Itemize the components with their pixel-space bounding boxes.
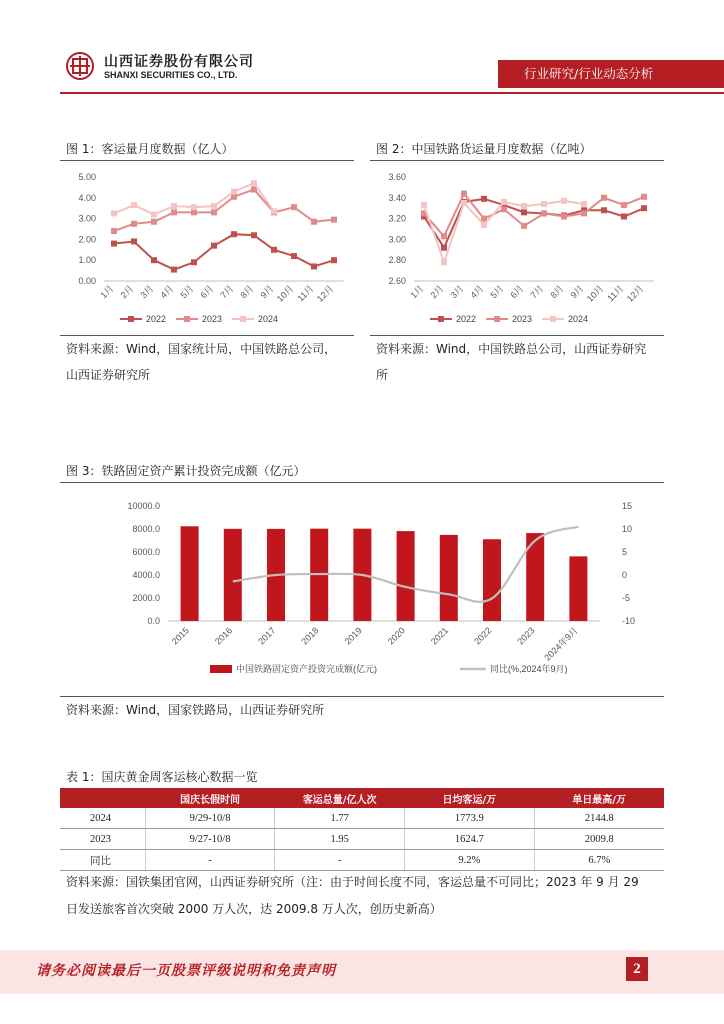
table1-title: 表 1：国庆黄金周客运核心数据一览 [66, 770, 258, 784]
fig3-combo-chart [60, 486, 664, 694]
fig1-data-point [251, 232, 257, 238]
fig3-bar [440, 535, 458, 621]
fig1-data-point [111, 241, 117, 247]
fig2-x-tick-label: 2月 [428, 283, 446, 301]
table1-note-line1: 资料来源：国铁集团官网，山西证券研究所（注：由于时间长度不同，客运总量不可同比；2023 年 9 月 29 [66, 875, 639, 889]
fig1-data-point [231, 231, 237, 237]
fig2-data-point [541, 210, 547, 216]
table-header-cell [60, 788, 145, 808]
fig1-legend-label: 2024 [258, 314, 279, 324]
fig1-data-point [231, 194, 237, 200]
fig2-data-point [461, 200, 467, 206]
fig1-x-tick-label: 8月 [238, 283, 256, 301]
fig3-bar [569, 556, 587, 621]
fig1-y-tick-label: 3.00 [78, 213, 96, 224]
fig2-y-tick-label: 2.80 [388, 255, 406, 266]
fig1-x-tick-label: 2月 [118, 283, 136, 301]
fig2-legend-marker [438, 316, 444, 322]
fig2-data-point [521, 203, 527, 209]
fig1-x-tick-label: 7月 [218, 283, 236, 301]
fig2-x-tick-label: 8月 [548, 283, 566, 301]
fig1-data-point [171, 209, 177, 215]
fig1-legend-label: 2022 [146, 314, 167, 324]
fig3-x-tick-label: 2017 [256, 625, 278, 647]
fig2-x-tick-label: 11月 [605, 283, 626, 304]
table1-note-line2: 日发送旅客首次突破 2000 万人次，达 2009.8 万人次，创历史新高） [66, 902, 442, 916]
fig2-data-point [481, 222, 487, 228]
fig1-x-tick-label: 1月 [98, 283, 116, 301]
fig1-legend-marker [184, 316, 190, 322]
fig2-x-tick-label: 9月 [568, 283, 586, 301]
fig1-data-point [231, 189, 237, 195]
fig3-y2-tick-label: -10 [622, 616, 636, 626]
fig1-data-point [151, 211, 157, 217]
table-cell: 9/27-10/8 [145, 829, 275, 850]
table-header-row [60, 788, 664, 808]
fig3-x-tick-label: 2019 [342, 625, 364, 647]
fig2-data-point [601, 207, 607, 213]
fig2-data-point [561, 214, 567, 220]
fig2-y-tick-label: 3.20 [388, 213, 406, 224]
fig3-top-rule [60, 482, 664, 483]
fig1-data-point [131, 221, 137, 227]
fig1-x-tick-label: 10月 [274, 283, 296, 304]
header-divider [60, 92, 724, 94]
fig2-data-point [581, 201, 587, 207]
fig2-x-tick-label: 12月 [624, 283, 646, 304]
table-cell: 1624.7 [404, 829, 534, 850]
table-cell: 6.7% [534, 850, 664, 871]
fig3-y2-tick-label: 10 [622, 524, 633, 534]
fig2-source-line2: 所 [376, 368, 389, 382]
table1 [60, 788, 664, 871]
fig1-x-tick-label: 11月 [295, 283, 316, 304]
fig1-data-point [111, 228, 117, 234]
fig3-x-tick-label: 2016 [212, 625, 235, 647]
fig3-y2-tick-label: 5 [622, 547, 628, 557]
fig1-data-point [211, 209, 217, 215]
fig1-data-point [331, 217, 337, 223]
fig2-data-point [481, 216, 487, 222]
fig2-data-point [501, 199, 507, 205]
fig1-y-tick-label: 0.00 [78, 276, 96, 286]
fig1-data-point [251, 180, 257, 186]
fig2-data-point [621, 202, 627, 208]
fig1-data-point [151, 257, 157, 263]
fig1-data-point [331, 257, 337, 263]
fig1-x-tick-label: 12月 [314, 283, 336, 304]
table-cell: 1.95 [275, 829, 405, 850]
fig1-data-point [191, 259, 197, 265]
fig2-data-point [581, 210, 587, 216]
fig2-legend-label: 2023 [512, 314, 533, 324]
fig3-y-tick-label: 2000.0 [132, 593, 160, 603]
table-cell: 1.77 [275, 808, 405, 829]
fig2-legend-label: 2024 [568, 314, 589, 324]
table-cell: 9/29-10/8 [145, 808, 275, 829]
company-logo-icon [66, 52, 94, 80]
fig1-data-point [271, 247, 277, 253]
table-cell: 1773.9 [404, 808, 534, 829]
fig2-data-point [621, 214, 627, 220]
page-header [0, 0, 724, 100]
fig1-line-chart [60, 163, 354, 333]
table-cell: - [275, 850, 405, 871]
fig1-y-tick-label: 1.00 [78, 255, 96, 266]
fig2-x-tick-label: 3月 [448, 283, 466, 301]
fig1-source-line2: 山西证券研究所 [66, 368, 151, 382]
fig1-legend-marker [128, 316, 134, 322]
fig2-y-tick-label: 3.00 [388, 234, 406, 245]
fig1-x-tick-label: 5月 [178, 283, 196, 301]
fig3-x-tick-label: 2022 [472, 625, 494, 647]
fig3-bar [397, 531, 415, 621]
fig2-data-point [481, 196, 487, 202]
fig1-legend-label: 2023 [202, 314, 223, 324]
fig3-y2-tick-label: -5 [622, 593, 631, 603]
fig3-legend-swatch-bar [210, 665, 232, 673]
fig2-data-point [641, 205, 647, 211]
fig2-x-tick-label: 10月 [584, 283, 606, 304]
fig2-data-point [641, 194, 647, 200]
fig3-legend-label-bar: 中国铁路固定资产投资完成额(亿元) [236, 664, 377, 674]
fig3-y-tick-label: 6000.0 [132, 547, 160, 557]
fig1-x-tick-label: 9月 [258, 283, 276, 301]
fig2-data-point [521, 209, 527, 215]
table-cell: 2144.8 [534, 808, 664, 829]
fig1-data-point [131, 238, 137, 244]
fig2-top-rule [370, 160, 664, 161]
fig3-bar [224, 529, 242, 621]
table-row [60, 850, 664, 871]
fig3-bar [181, 526, 199, 621]
fig2-data-point [441, 245, 447, 251]
fig2-x-tick-label: 4月 [468, 283, 486, 301]
fig1-legend-marker [240, 316, 246, 322]
fig2-legend-marker [550, 316, 556, 322]
fig1-data-point [131, 202, 137, 208]
fig3-x-tick-label: 2020 [385, 625, 408, 647]
company-name-cn: 山西证券股份有限公司 [104, 54, 254, 70]
fig1-x-tick-label: 4月 [158, 283, 176, 301]
fig2-data-point [501, 206, 507, 212]
fig1-data-point [171, 203, 177, 209]
table-cell: - [145, 850, 275, 871]
table-header-cell: 客运总量/亿人次 [275, 788, 405, 808]
fig3-x-tick-label: 2018 [299, 625, 321, 647]
fig3-y-tick-label: 8000.0 [132, 524, 160, 534]
fig3-y2-tick-label: 15 [622, 501, 633, 511]
fig3-x-tick-label: 2015 [169, 625, 192, 647]
fig2-source-line1: 资料来源：Wind，中国铁路总公司，山西证券研究 [376, 342, 647, 356]
fig3-y-tick-label: 4000.0 [132, 570, 160, 580]
fig3-x-tick-label: 2024年9月 [542, 625, 580, 663]
fig2-data-point [561, 198, 567, 204]
fig1-data-point [211, 203, 217, 209]
section-label: 行业研究/行业动态分析 [498, 60, 724, 88]
fig3-source: 资料来源：Wind，国家铁路局，山西证券研究所 [66, 703, 325, 717]
fig1-title: 图 1：客运量月度数据（亿人） [66, 142, 234, 156]
table-cell: 2024 [60, 808, 145, 829]
fig1-data-point [311, 263, 317, 269]
fig2-y-tick-label: 3.60 [388, 172, 406, 182]
fig2-legend-marker [494, 316, 500, 322]
fig2-x-tick-label: 7月 [528, 283, 546, 301]
page-number: 2 [626, 957, 648, 981]
fig3-x-tick-label: 2023 [515, 625, 537, 647]
fig2-x-tick-label: 1月 [408, 283, 426, 301]
fig1-data-point [111, 210, 117, 216]
fig3-y-tick-label: 0.0 [147, 616, 160, 626]
table-row [60, 808, 664, 829]
table-row [60, 829, 664, 850]
fig1-data-point [311, 219, 317, 225]
fig2-series-line [424, 194, 644, 237]
fig3-legend-label-line: 同比(%,2024年9月) [490, 664, 568, 674]
table-cell: 同比 [60, 850, 145, 871]
table-header-cell: 国庆长假时间 [145, 788, 275, 808]
fig2-y-tick-label: 3.40 [388, 192, 406, 203]
fig2-data-point [421, 202, 427, 208]
table-cell: 9.2% [404, 850, 534, 871]
table-header-cell: 日均客运/万 [404, 788, 534, 808]
fig3-title: 图 3：铁路固定资产累计投资完成额（亿元） [66, 464, 306, 478]
fig1-data-point [171, 267, 177, 273]
fig3-y-tick-label: 10000.0 [127, 501, 160, 511]
fig1-y-tick-label: 4.00 [78, 192, 96, 203]
fig3-y2-tick-label: 0 [622, 570, 628, 580]
fig1-y-tick-label: 5.00 [78, 172, 96, 182]
fig3-x-tick-label: 2021 [428, 625, 451, 647]
core-data-table [60, 788, 664, 871]
fig2-x-tick-label: 5月 [488, 283, 506, 301]
fig1-data-point [291, 253, 297, 259]
fig1-series-line [114, 234, 334, 269]
fig2-line-chart [370, 163, 664, 333]
company-name-en: SHANXI SECURITIES CO., LTD. [104, 70, 238, 80]
fig1-data-point [271, 208, 277, 214]
fig1-source-line1: 资料来源：Wind，国家统计局，中国铁路总公司， [66, 342, 337, 356]
fig3-bar [483, 539, 501, 621]
fig2-data-point [441, 233, 447, 239]
fig2-data-point [441, 259, 447, 265]
table-cell: 2023 [60, 829, 145, 850]
fig1-data-point [151, 219, 157, 225]
table-header-cell: 单日最高/万 [534, 788, 664, 808]
fig2-data-point [601, 195, 607, 201]
fig1-data-point [191, 209, 197, 215]
fig2-x-tick-label: 6月 [508, 283, 526, 301]
fig2-legend-label: 2022 [456, 314, 477, 324]
fig1-y-tick-label: 2.00 [78, 234, 96, 245]
fig2-data-point [461, 191, 467, 197]
fig2-data-point [541, 201, 547, 207]
fig1-data-point [211, 243, 217, 249]
disclaimer-text: 请务必阅读最后一页股票评级说明和免责声明 [36, 963, 336, 979]
fig1-data-point [191, 204, 197, 210]
fig2-title: 图 2：中国铁路货运量月度数据（亿吨） [376, 142, 592, 156]
fig2-data-point [521, 223, 527, 229]
fig1-x-tick-label: 6月 [198, 283, 216, 301]
fig1-top-rule [60, 160, 354, 161]
fig1-data-point [291, 204, 297, 210]
fig2-y-tick-label: 2.60 [388, 276, 406, 286]
fig1-x-tick-label: 3月 [138, 283, 156, 301]
table-cell: 2009.8 [534, 829, 664, 850]
